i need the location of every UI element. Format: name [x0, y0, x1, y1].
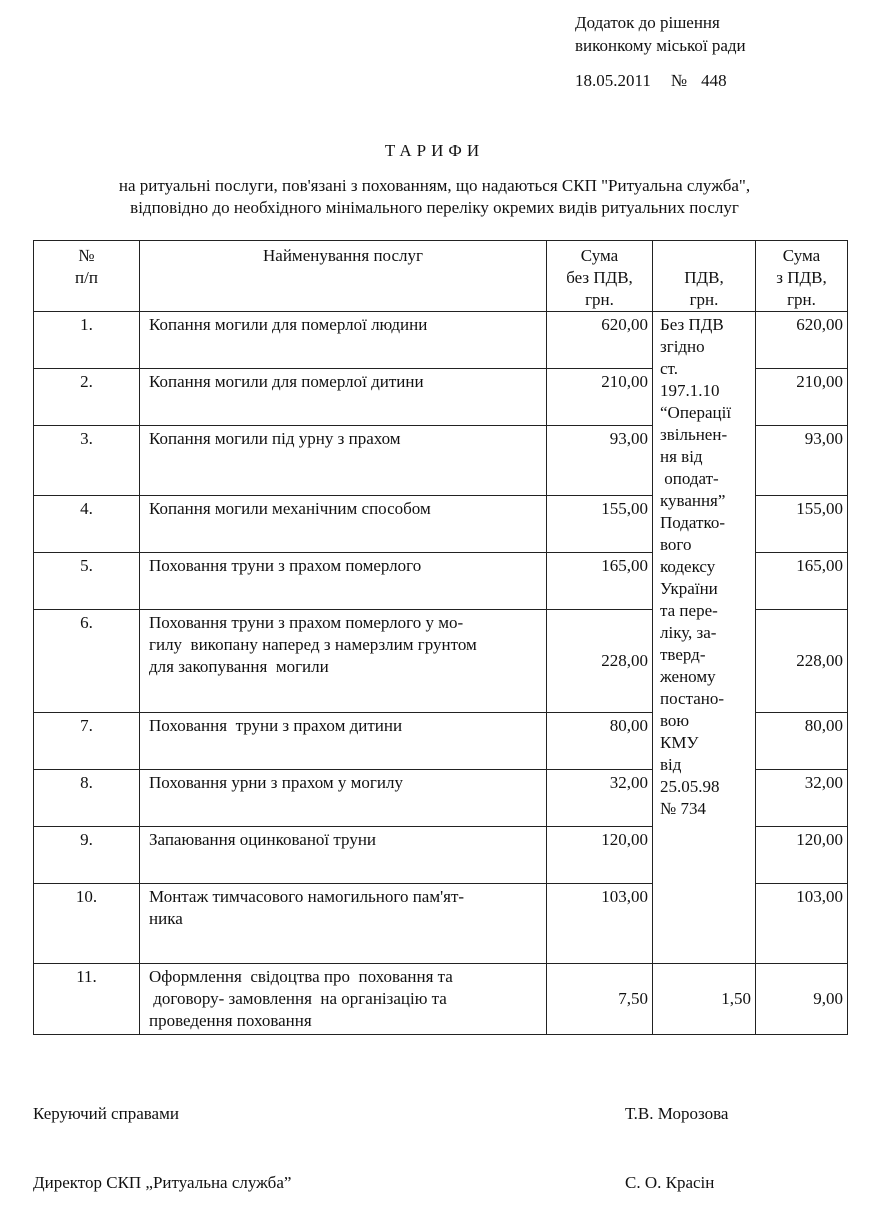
- appendix-line-1: Додаток до рішення: [575, 13, 720, 32]
- service-name-line: договору- замовлення на організацію та: [149, 989, 447, 1008]
- service-name-line: Поховання труни з прахом померлого у мо-: [149, 613, 464, 632]
- sum-without-vat: 210,00: [547, 369, 653, 426]
- row-number: 4.: [34, 496, 140, 553]
- sum-with-vat: 9,00: [756, 964, 848, 1035]
- header-total-line: Сума: [782, 246, 821, 265]
- sum-without-vat: 103,00: [547, 884, 653, 964]
- row-number: 5.: [34, 553, 140, 610]
- sum-without-vat: 228,00: [547, 610, 653, 713]
- row-number: 1.: [34, 312, 140, 369]
- sum-without-vat: 620,00: [547, 312, 653, 369]
- service-name: [140, 770, 547, 827]
- header-sum-without-vat: [547, 241, 653, 312]
- row-number: 10.: [34, 884, 140, 964]
- service-name: [140, 610, 547, 713]
- service-name: [140, 713, 547, 770]
- vat-note-line: вого: [660, 535, 692, 554]
- table-row: [34, 964, 848, 1035]
- service-name-line: Копання могили для померлої дитини: [149, 372, 424, 391]
- service-name-line: для закопування могили: [149, 657, 329, 676]
- header-no-line: п/п: [75, 268, 98, 287]
- service-name-line: ника: [149, 909, 183, 928]
- sum-with-vat: 103,00: [756, 884, 848, 964]
- service-name-line: проведення поховання: [149, 1011, 312, 1030]
- sum-with-vat: 228,00: [756, 610, 848, 713]
- header-total-line: грн.: [787, 290, 816, 309]
- subtitle-line-1: на ритуальні послуги, пов'язані з похованням, що надаються СКП "Ритуальна служба",: [118, 176, 751, 195]
- service-name-line: Копання могили для померлої людини: [149, 315, 428, 334]
- vat-note-line: 197.1.10: [660, 381, 720, 400]
- service-name-line: Копання могили під урну з прахом: [149, 429, 401, 448]
- sum-with-vat: 165,00: [756, 553, 848, 610]
- sum-without-vat: 120,00: [547, 827, 653, 884]
- service-name: [140, 553, 547, 610]
- header-no: [34, 241, 140, 312]
- sum-without-vat: 93,00: [547, 426, 653, 496]
- signatory-name-1: Т.В. Морозова: [625, 1104, 729, 1123]
- row-number: 11.: [34, 964, 140, 1035]
- row-number: 8.: [34, 770, 140, 827]
- vat-note-line: кодексу: [660, 557, 716, 576]
- sum-with-vat: 32,00: [756, 770, 848, 827]
- sum-with-vat: 620,00: [756, 312, 848, 369]
- number-sign: №: [670, 71, 688, 90]
- service-name-line: Оформлення свідоцтва про поховання та: [149, 967, 453, 986]
- sum-without-vat: 32,00: [547, 770, 653, 827]
- service-name-line: Поховання урни з прахом у могилу: [149, 773, 403, 792]
- row-number: 3.: [34, 426, 140, 496]
- header-service-name: [140, 241, 547, 312]
- vat-note-line: женому: [660, 667, 716, 686]
- signatory-role-2: Директор СКП „Ритуальна служба”: [33, 1173, 292, 1192]
- vat-note-line: ст.: [660, 359, 678, 378]
- service-name: [140, 312, 547, 369]
- row-number: 7.: [34, 713, 140, 770]
- row-number: 6.: [34, 610, 140, 713]
- row-number: 2.: [34, 369, 140, 426]
- header-vat-line: ПДВ,: [684, 268, 724, 287]
- vat-note-line: звільнен-: [660, 425, 728, 444]
- sum-without-vat: 165,00: [547, 553, 653, 610]
- signatory-name-2: С. О. Красін: [625, 1173, 715, 1192]
- sum-with-vat: 80,00: [756, 713, 848, 770]
- vat-note-line: вою: [660, 711, 690, 730]
- header-sum-with-vat: [756, 241, 848, 312]
- service-name: [140, 426, 547, 496]
- vat-note-line: “Операції: [660, 403, 732, 422]
- header-vat: [653, 241, 756, 312]
- decision-number: 448: [701, 71, 727, 90]
- service-name-line: Монтаж тимчасового намогильного пам'ят-: [149, 887, 465, 906]
- header-sum-line: Сума: [580, 246, 619, 265]
- vat-note-line: ліку, за-: [660, 623, 717, 642]
- sum-with-vat: 93,00: [756, 426, 848, 496]
- vat-note-line: КМУ: [660, 733, 699, 752]
- tariffs-table: [33, 240, 848, 1035]
- service-name: [140, 964, 547, 1035]
- vat-note-line: Податко-: [660, 513, 726, 532]
- vat-note-line: ня від: [660, 447, 703, 466]
- sum-without-vat: 80,00: [547, 713, 653, 770]
- service-name: [140, 369, 547, 426]
- subtitle-line-2: відповідно до необхідного мінімального переліку окремих видів ритуальних послуг: [130, 198, 739, 217]
- decision-date: 18.05.2011: [575, 71, 651, 90]
- vat-note-line: Без ПДВ: [660, 315, 724, 334]
- sum-with-vat: 120,00: [756, 827, 848, 884]
- vat-note-line: тверд-: [660, 645, 706, 664]
- service-name: [140, 884, 547, 964]
- row-number: 9.: [34, 827, 140, 884]
- service-name-line: Запаювання оцинкованої труни: [149, 830, 377, 849]
- sum-with-vat: 210,00: [756, 369, 848, 426]
- service-name-line: Поховання труни з прахом дитини: [149, 716, 403, 735]
- header-no-line: №: [78, 246, 95, 265]
- vat-note-line: постано-: [660, 689, 725, 708]
- service-name: [140, 827, 547, 884]
- vat-exemption-note: [653, 312, 756, 964]
- sum-with-vat: 155,00: [756, 496, 848, 553]
- service-name: [140, 496, 547, 553]
- header-sum-line: без ПДВ,: [566, 268, 633, 287]
- decision-date-number: [575, 70, 727, 92]
- service-name-line: Копання могили механічним способом: [149, 499, 431, 518]
- table-header-row: [34, 241, 848, 312]
- appendix-line-2: виконкому міської ради: [575, 36, 746, 55]
- vat-note-line: згідно: [660, 337, 705, 356]
- sum-without-vat: 155,00: [547, 496, 653, 553]
- vat-note-line: № 734: [660, 799, 706, 818]
- signatory-role-1: Керуючий справами: [33, 1104, 179, 1123]
- vat-note-line: 25.05.98: [660, 777, 720, 796]
- header-sum-line: грн.: [585, 290, 614, 309]
- vat-note-line: від: [660, 755, 682, 774]
- header-name-line: Найменування послуг: [263, 246, 423, 265]
- vat-note-line: України: [660, 579, 718, 598]
- header-total-line: з ПДВ,: [776, 268, 827, 287]
- sum-without-vat: 7,50: [547, 964, 653, 1035]
- table-row: [34, 312, 848, 369]
- header-vat-line: грн.: [689, 290, 719, 309]
- vat-note-line: оподат-: [660, 469, 719, 488]
- vat-amount: 1,50: [653, 964, 756, 1035]
- service-name-line: Поховання труни з прахом померлого: [149, 556, 422, 575]
- vat-note-line: кування”: [660, 491, 726, 510]
- service-name-line: гилу викопану наперед з намерзлим грунтом: [149, 635, 477, 654]
- document-title: ТАРИФИ: [384, 141, 485, 160]
- vat-note-line: та пере-: [660, 601, 718, 620]
